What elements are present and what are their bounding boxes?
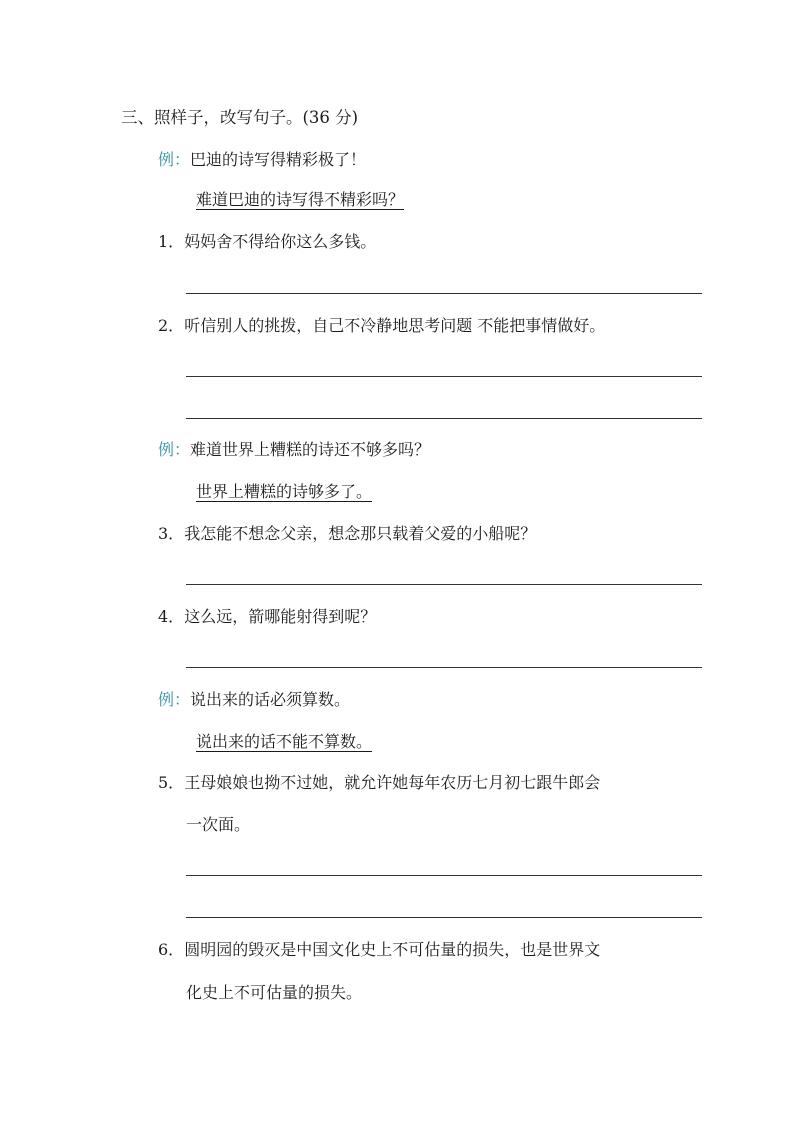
question-2 [158, 316, 605, 336]
question-5-continuation: 一次面。 [186, 815, 251, 834]
question-6-continuation: 化史上不可估量的损失。 [186, 983, 363, 1002]
question-text: 听信别人的挑拨，自己不冷静地思考问题 不能把事情做好。 [184, 316, 606, 335]
section-title: 三、照样子，改写句子。(36 分) [121, 108, 359, 127]
example-2-answer: 世界上糟糕的诗够多了。 [196, 482, 373, 501]
example-3 [158, 690, 350, 710]
question-6 [158, 940, 600, 960]
example-sentence: 巴迪的诗写得精彩极了！ [190, 150, 367, 169]
question-1 [158, 232, 376, 252]
example-label: 例： [158, 690, 191, 709]
question-number: 6． [158, 940, 185, 959]
answer-line-q4[interactable] [186, 667, 702, 668]
answer-line-q2-b[interactable] [186, 418, 702, 419]
question-number: 2． [158, 316, 185, 335]
question-text: 妈妈舍不得给你这么多钱。 [184, 232, 377, 251]
question-text: 这么远，箭哪能射得到呢？ [184, 607, 377, 626]
example-sentence: 说出来的话必须算数。 [190, 690, 351, 709]
answer-line-q1[interactable] [186, 293, 702, 294]
example-label: 例： [158, 440, 191, 459]
question-number: 1． [158, 232, 185, 251]
question-number: 3． [158, 524, 185, 543]
answer-line-q5-a[interactable] [186, 875, 702, 876]
question-number: 4． [158, 607, 185, 626]
example-3-answer: 说出来的话不能不算数。 [196, 732, 373, 751]
example-sentence: 难道世界上糟糕的诗还不够多吗？ [190, 440, 431, 459]
question-text-line-1: 圆明园的毁灭是中国文化史上不可估量的损失，也是世界文 [184, 940, 601, 959]
question-text: 我怎能不想念父亲，想念那只载着父爱的小船呢？ [184, 524, 537, 543]
question-text-line-1: 王母娘娘也拗不过她，就允许她每年农历七月初七跟牛郎会 [184, 773, 601, 792]
question-3 [158, 524, 536, 544]
question-4 [158, 607, 376, 627]
example-2 [158, 440, 430, 460]
example-1 [158, 150, 366, 170]
example-label: 例： [158, 150, 191, 169]
question-5 [158, 773, 600, 793]
answer-line-q3[interactable] [186, 584, 702, 585]
answer-line-q5-b[interactable] [186, 917, 702, 918]
answer-line-q2-a[interactable] [186, 376, 702, 377]
question-number: 5． [158, 773, 185, 792]
example-1-answer: 难道巴迪的诗写得不精彩吗？ [196, 190, 405, 209]
